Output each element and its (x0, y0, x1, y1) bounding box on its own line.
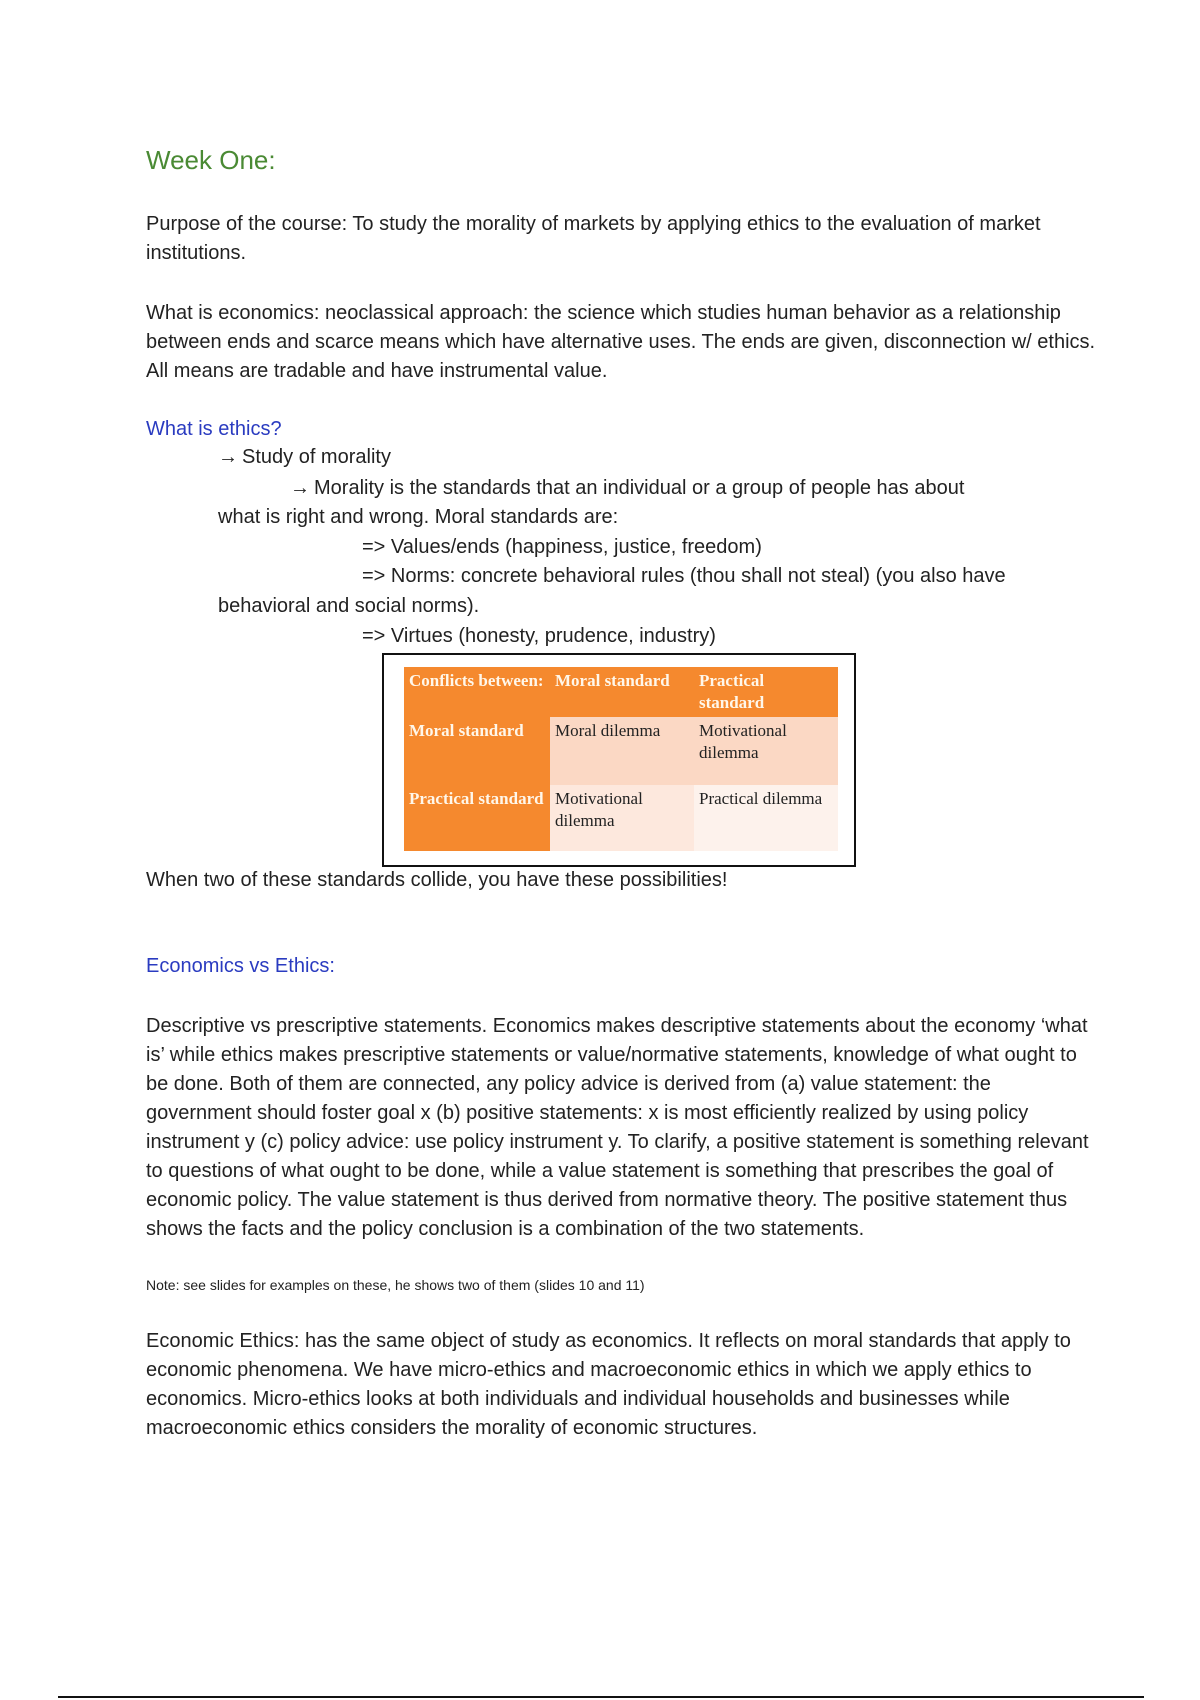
table-header-cell: Practical standard (694, 667, 838, 717)
collide-text: When two of these standards collide, you have these possibilities! (146, 869, 728, 891)
purpose-paragraph: Purpose of the course: To study the morality of markets by applying ethics to the evaluation of market institutions. (146, 213, 1041, 264)
table-row-header-cell: Practical standard (404, 785, 550, 851)
econ-vs-ethics-heading: Economics vs Ethics: (146, 955, 335, 977)
ethics-heading: What is ethics? (146, 418, 282, 440)
table-cell: Motivational dilemma (550, 785, 694, 851)
study-text: Study of morality (242, 446, 391, 468)
conflicts-table (404, 667, 838, 851)
table-cell: Moral dilemma (550, 717, 694, 785)
week-heading: Week One: (146, 145, 276, 175)
table-row-header-cell: Moral standard (404, 717, 550, 785)
economic-ethics-paragraph: Economic Ethics: has the same object of study as economics. It reflects on moral standards that apply to economic phenomena. We have micro-ethics and macroeconomic ethics in which we apply ethics to economics. Micro-ethics looks at both individuals and individual households and businesses while macroeconomic ethics considers the morality of economic structures. (146, 1330, 1071, 1439)
page-bottom-rule (58, 1696, 1144, 1698)
table-row (404, 717, 838, 785)
economics-definition-paragraph: What is economics: neoclassical approach: the science which studies human behavior as a relationship between ends and scarce means which have alternative uses. The ends are given, disconnection w/ ethics. All means are tradable and have instrumental value. (146, 302, 1096, 382)
norms-item: => Norms: concrete behavioral rules (thou shall not steal) (you also have (362, 565, 1006, 587)
slides-note: Note: see slides for examples on these, he shows two of them (slides 10 and 11) (146, 1277, 645, 1293)
norms-item-continued: behavioral and social norms). (218, 595, 480, 617)
right-arrow-icon: → (290, 477, 310, 499)
table-cell: Practical dilemma (694, 785, 838, 851)
econ-vs-ethics-paragraph: Descriptive vs prescriptive statements. Economics makes descriptive statements about the economy ‘what is’ while ethics makes prescriptive statements or value/normative statements, knowledge of what ought to be done. Both of them are connected, any policy advice is derived from (a) value statement: the government should foster goal x (b) positive statements: x is most efficiently realized by using policy instrument y (c) policy advice: use policy instrument y. To clarify, a positive statement is something relevant to questions of what ought to be done, while a value statement is something that prescribes the goal of economic policy. The value statement is thus derived from normative theory. The positive statement thus shows the facts and the policy conclusion is a combination of the two statements. (146, 1015, 1089, 1240)
table-header-cell: Conflicts between: (404, 667, 550, 717)
conflicts-table-frame (382, 653, 856, 867)
virtues-item: => Virtues (honesty, prudence, industry) (362, 625, 716, 647)
right-arrow-icon: → (218, 446, 238, 468)
table-row (404, 785, 838, 851)
values-item: => Values/ends (happiness, justice, freedom) (362, 536, 762, 558)
morality-line (290, 474, 964, 503)
table-header-cell: Moral standard (550, 667, 694, 717)
morality-text: Morality is the standards that an individual or a group of people has about (314, 477, 965, 499)
morality-line-continued: what is right and wrong. Moral standards are: (218, 506, 619, 528)
table-cell: Motivational dilemma (694, 717, 838, 785)
table-header-row (404, 667, 838, 717)
study-of-morality-line (218, 443, 391, 472)
